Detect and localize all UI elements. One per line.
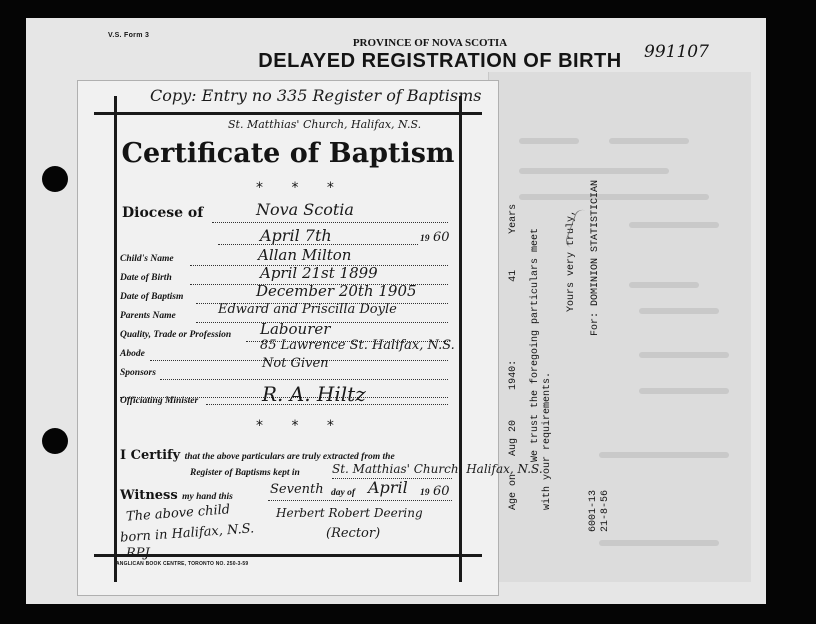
childs-name-value: Allan Milton xyxy=(258,246,352,264)
border-line-top xyxy=(94,112,482,115)
age-date: Aug 20 xyxy=(508,419,519,456)
faded-text xyxy=(639,388,729,394)
age-on-label: Age on xyxy=(508,473,519,510)
stars-divider: * * * xyxy=(256,180,346,196)
province-heading: PROVINCE OF NOVA SCOTIA xyxy=(352,37,508,49)
rector-signature: Herbert Robert Deering xyxy=(276,506,423,520)
year-value: 60 xyxy=(433,230,450,245)
register-value: St. Matthias' Church, Halifax, N.S. xyxy=(332,462,543,476)
date-of-baptism-value: December 20th 1905 xyxy=(256,282,417,300)
register-text: Register of Baptisms kept in xyxy=(190,468,300,478)
field-label-abode: Abode xyxy=(120,349,145,359)
copy-note-line-2: St. Matthias' Church, Halifax, N.S. xyxy=(228,118,422,131)
faded-text xyxy=(519,168,669,174)
border-line-right xyxy=(459,96,462,582)
margin-note-line-2: born in Halifax, N.S. xyxy=(119,521,255,546)
witness-statement xyxy=(120,486,233,504)
form-code-2: 21-8-56 xyxy=(600,489,611,532)
border-line-left xyxy=(114,96,117,582)
certify-text: that the above particulars are truly extracted from the xyxy=(184,452,395,462)
date-line xyxy=(218,244,418,245)
diocese-value: Nova Scotia xyxy=(256,200,354,219)
date-of-birth-value: April 21st 1899 xyxy=(260,264,378,282)
year-prefix: 19 xyxy=(420,234,430,244)
witness-day: Seventh xyxy=(270,482,324,497)
witness-month: April xyxy=(368,478,408,497)
publisher-footer: ANGLICAN BOOK CENTRE, TORONTO NO. 250-3-59 xyxy=(116,561,249,567)
field-label-childs-name: Child's Name xyxy=(120,254,174,264)
faded-text xyxy=(599,540,719,546)
registration-number: 991107 xyxy=(644,42,709,62)
field-label-profession: Quality, Trade or Profession xyxy=(120,330,232,340)
faded-text xyxy=(629,282,699,288)
dominion-statistician: For: DOMINION STATISTICIAN xyxy=(590,179,601,336)
witness-line xyxy=(268,500,452,501)
border-line-bottom xyxy=(94,554,482,557)
faded-text xyxy=(519,138,579,144)
certify-lead: I Certify xyxy=(120,448,181,463)
witness-text-2: day of xyxy=(331,488,356,498)
certificate-title: Certificate of Baptism xyxy=(121,138,455,169)
witness-year-prefix: 19 xyxy=(420,488,430,498)
field-label-date-of-baptism: Date of Baptism xyxy=(120,292,184,302)
copy-note-line-1: Copy: Entry no 335 Register of Baptisms xyxy=(150,86,482,105)
witness-lead: Witness xyxy=(120,488,178,503)
field-label-parents-name: Parents Name xyxy=(120,311,176,321)
field-label-sponsors: Sponsors xyxy=(120,368,156,378)
initials: RPJ xyxy=(126,546,150,561)
punch-hole xyxy=(42,166,68,192)
faded-text xyxy=(639,352,729,358)
form-id: V.S. Form 3 xyxy=(108,32,150,39)
diocese-label: Diocese of xyxy=(122,205,204,221)
profession-value: Labourer xyxy=(260,320,331,338)
faded-text xyxy=(609,138,689,144)
signature-title: (Rector) xyxy=(326,526,381,541)
diocese-line xyxy=(212,222,448,223)
stars-divider-2: * * * xyxy=(256,418,346,434)
officiating-minister-label: Officiating Minister xyxy=(120,396,199,406)
parents-name-value: Edward and Priscilla Doyle xyxy=(218,302,397,317)
faded-text xyxy=(639,308,719,314)
faded-text xyxy=(519,194,709,200)
age-value: 41 xyxy=(508,269,519,282)
age-year: 1940: xyxy=(508,359,519,390)
faded-text xyxy=(629,222,719,228)
witness-text-1: my hand this xyxy=(182,492,233,502)
field-line xyxy=(160,379,448,380)
field-label-date-of-birth: Date of Birth xyxy=(120,273,172,283)
closing-line: Yours very truly, xyxy=(566,209,577,312)
margin-note-line-1: The above child xyxy=(125,502,231,525)
trust-line-2: with your requirements. xyxy=(542,371,553,510)
trust-line-1: We trust the foregoing particulars meet xyxy=(530,227,541,462)
witness-year: 60 xyxy=(433,484,450,499)
document-title: DELAYED REGISTRATION OF BIRTH xyxy=(258,50,622,72)
punch-hole xyxy=(42,428,68,454)
officiating-minister-value: R. A. Hiltz xyxy=(262,382,366,406)
form-code-1: 6001-13 xyxy=(588,489,599,532)
certificate-date: April 7th xyxy=(260,226,332,245)
age-unit: Years xyxy=(508,203,519,234)
abode-value: 85 Lawrence St. Halifax, N.S. xyxy=(260,338,455,353)
faded-text xyxy=(599,452,729,458)
sponsors-value: Not Given xyxy=(262,356,329,371)
registration-form-back xyxy=(488,72,751,582)
